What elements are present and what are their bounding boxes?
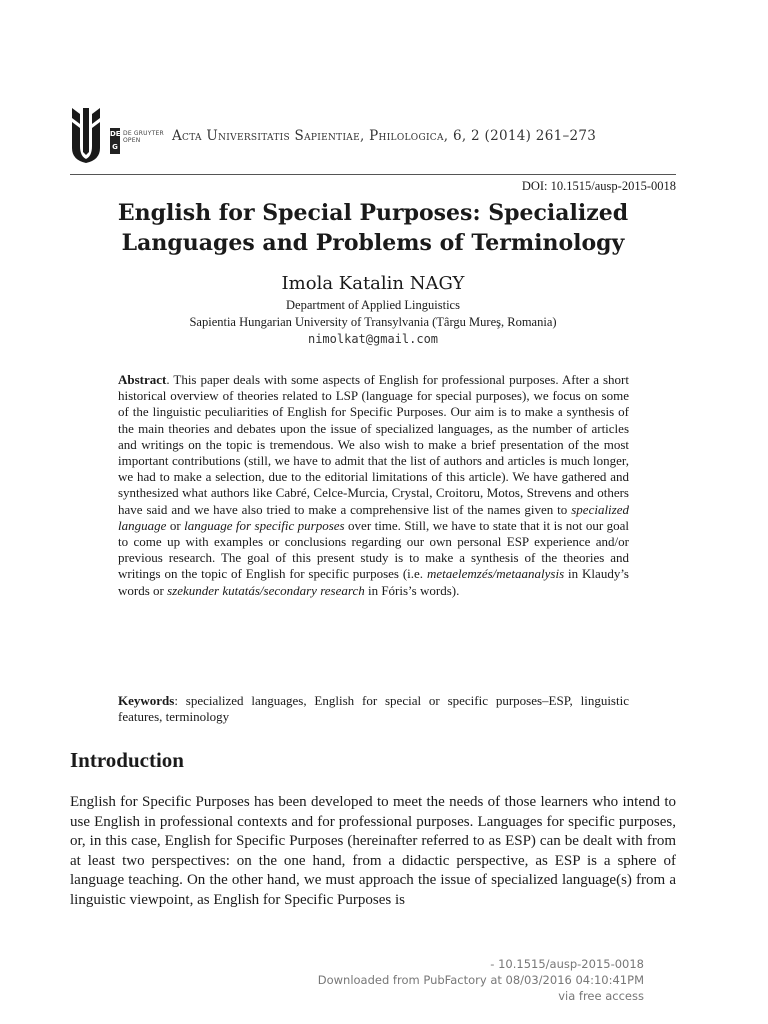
footer-doi: - 10.1515/ausp-2015-0018 [490, 957, 644, 971]
header-divider [70, 174, 676, 175]
author-email[interactable]: nimolkat@gmail.com [307, 332, 439, 346]
author-name: Imola Katalin NAGY [281, 273, 465, 294]
keywords-label: Keywords [118, 693, 175, 708]
section-heading-introduction: Introduction [70, 748, 184, 772]
footer-access: via free access [558, 989, 644, 1003]
author-university: Sapientia Hungarian University of Transylvania (Târgu Mureş, Romania) [189, 315, 557, 329]
footer-download-info: Downloaded from PubFactory at 08/03/2016 04:10:41PM [317, 973, 644, 987]
university-logo-icon [70, 106, 102, 164]
publisher-logo [110, 128, 166, 156]
doi-text: DOI: 10.1515/ausp-2015-0018 [521, 179, 676, 193]
introduction-paragraph: English for Specific Purposes has been developed to meet the needs of those learners who intend to use English in professional contexts and for professional purposes. Languages for specific purposes, or, in this case, English for Specific Purposes (hereinafter referred to as ESP) can be dealt with from at least two perspectives: on the one hand, from a didactic perspective, as ESP is a sphere of language teaching. On the other hand, we must approach the issue of specialized language(s) from a linguistic viewpoint, as English for Specific Purposes is [70, 794, 676, 908]
abstract-label: Abstract [118, 372, 167, 387]
paper-title: English for Special Purposes: Specialized Languages and Problems of Terminology [117, 200, 629, 256]
publisher-logo-text: DE GRUYTER OPEN [123, 130, 164, 144]
publisher-logo-box: DE G [110, 128, 120, 154]
author-department: Department of Applied Linguistics [286, 298, 460, 312]
keywords-block: Keywords: specialized languages, English for special or specific purposes–ESP, linguistic features, terminology [118, 693, 629, 725]
abstract-block: Abstract. This paper deals with some aspects of English for professional purposes. After a short historical overview of theories related to LSP (language for special purposes), we focus on some of the linguistic peculiarities of English for Specific Purposes. Our aim is to make a synthesis of the main theories and debates upon the issue of specialized languages, as the number of articles and writings on the topic is tremendous. We also wish to make a brief presentation of the most important contributions (still, we have to admit that the list of authors and articles is much longer, we had to make a selection, due to the editorial limitations of this article). We have gathered and synthesized what authors like Cabré, Celce-Murcia, Crystal, Croitoru, Motos, Strevens and others have said and we have also tried to make a comprehensive list of the names given to specialized language or language for specific purposes over time. Still, we have to state that it is not our goal to come up with examples or conclusions regarding our own personal ESP experience and/or previous research. The goal of this present study is to make a synthesis of the theories and writings on the topic of English for specific purposes (i.e. metaelemzés/metaanalysis in Klaudy’s words or szekunder kutatás/secondary research in Fóris’s words). [118, 372, 629, 598]
journal-citation: Acta Universitatis Sapientiae, Philologica, 6, 2 (2014) 261–273 [172, 128, 597, 144]
